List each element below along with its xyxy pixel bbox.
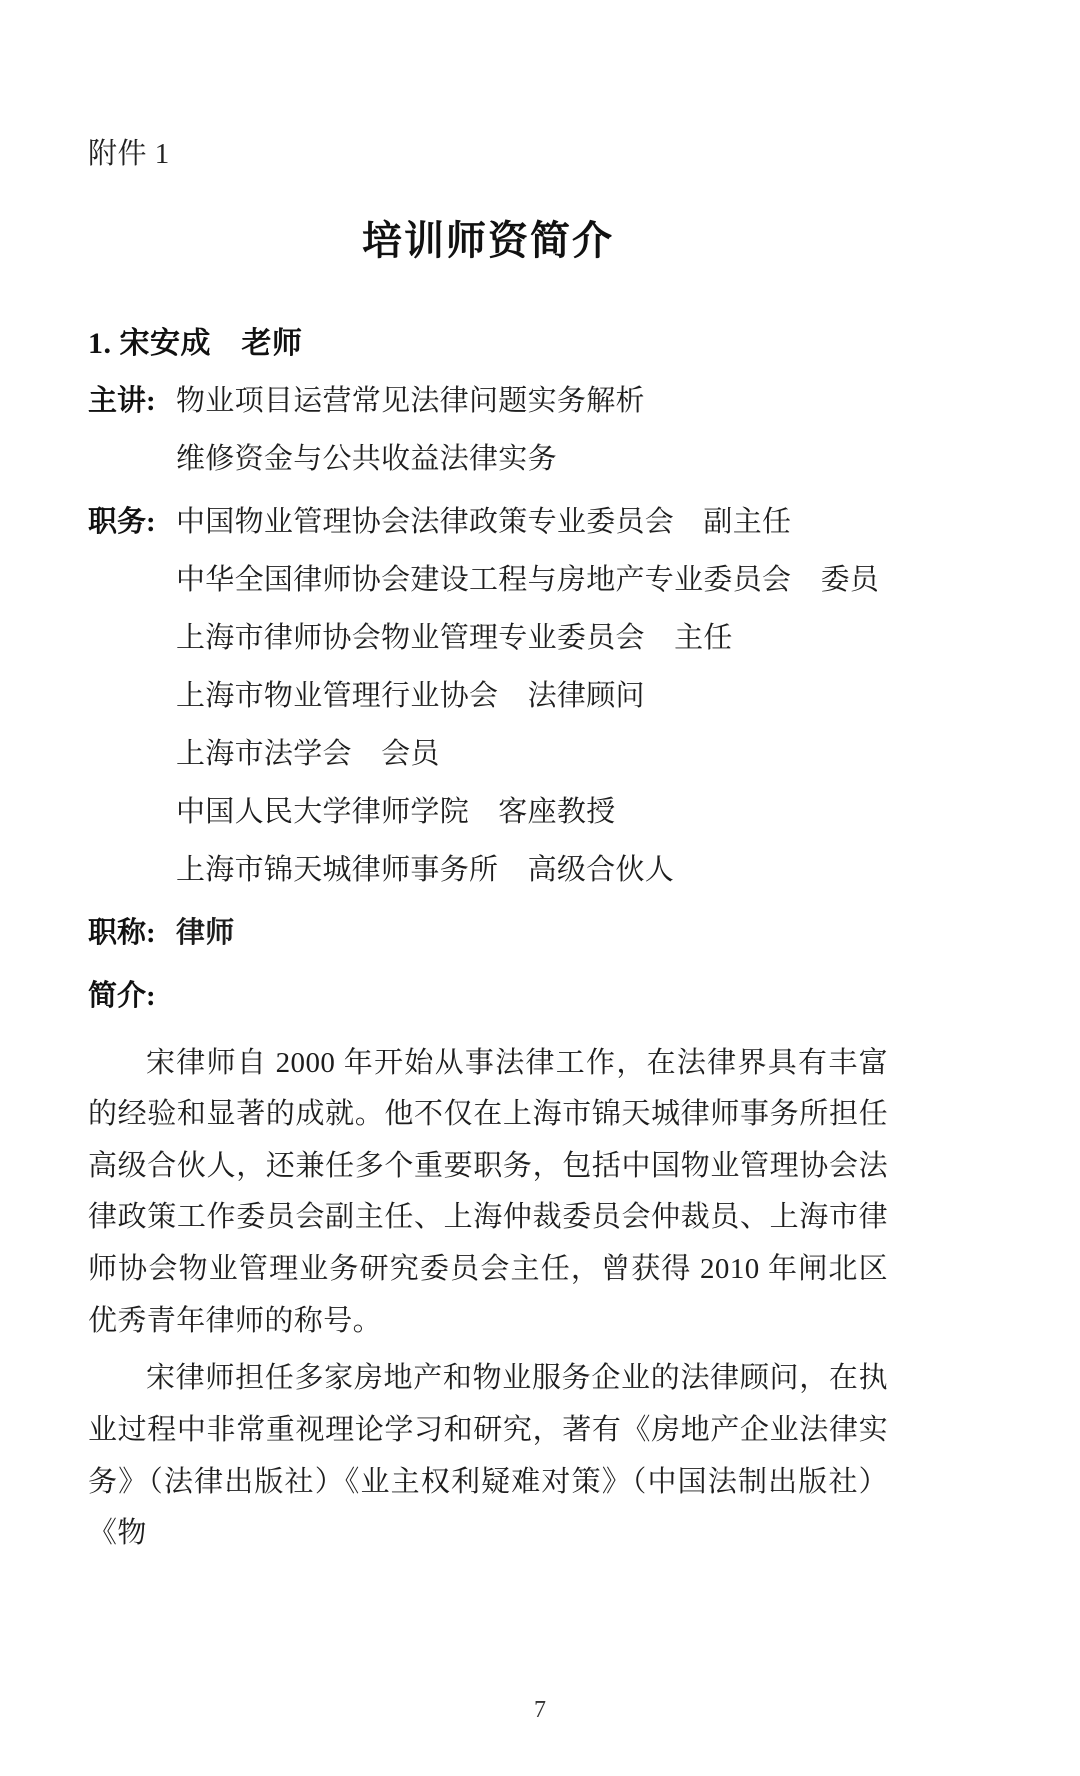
page-number: 7 [534,1697,546,1723]
bio-paragraphs [88,1038,888,1560]
field-row-bio-label [88,973,888,1020]
page-content [88,0,888,1560]
position-item: 上海市物业管理行业协会 法律顾问 [176,679,645,712]
position-item: 上海市锦天城律师事务所 高级合伙人 [176,853,675,886]
bio-label: 简介: [88,979,156,1012]
bio-paragraph: 宋律师自 2000 年开始从事法律工作，在法律界具有丰富的经验和显著的成就。他不仅在上海市锦天城律师事务所担任高级合伙人，还兼任多个重要职务，包括中国物业管理协会法律政策工作委员会副主任、上海仲裁委员会仲裁员、上海市律师协会物业管理业务研究委员会主任，曾获得 2010 年闸北区优秀青年律师的称号。 [88,1046,888,1337]
instructor-heading: 1. 宋安成 老师 [88,327,303,360]
position-item: 上海市法学会 会员 [176,737,440,770]
topic-item: 物业项目运营常见法律问题实务解析 [176,385,645,417]
topics-value-list [176,378,888,483]
positions-label: 职务: [88,505,156,538]
position-item: 中国人民大学律师学院 客座教授 [176,795,616,828]
topics-label: 主讲: [88,385,156,417]
position-item: 中国物业管理协会法律政策专业委员会 副主任 [176,505,792,538]
position-item: 上海市律师协会物业管理专业委员会 主任 [176,621,733,654]
positions-value-list [176,499,888,894]
position-item: 中华全国律师协会建设工程与房地产专业委员会 委员 [176,563,880,596]
topic-item: 维修资金与公共收益法律实务 [176,442,557,475]
professional-title-label: 职称: [88,916,156,949]
field-row-topics [88,378,888,483]
field-row-professional-title [88,910,888,957]
attachment-marker: 附件 1 [88,138,170,170]
field-row-positions [88,499,888,894]
page-title: 培训师资简介 [362,218,614,263]
professional-title-value-wrap [176,910,888,957]
bio-paragraph: 宋律师担任多家房地产和物业服务企业的法律顾问，在执业过程中非常重视理论学习和研究，著有《房地产企业法律实务》（法律出版社）《业主权利疑难对策》（中国法制出版社）《物 [88,1362,888,1550]
professional-title-value: 律师 [176,916,235,949]
